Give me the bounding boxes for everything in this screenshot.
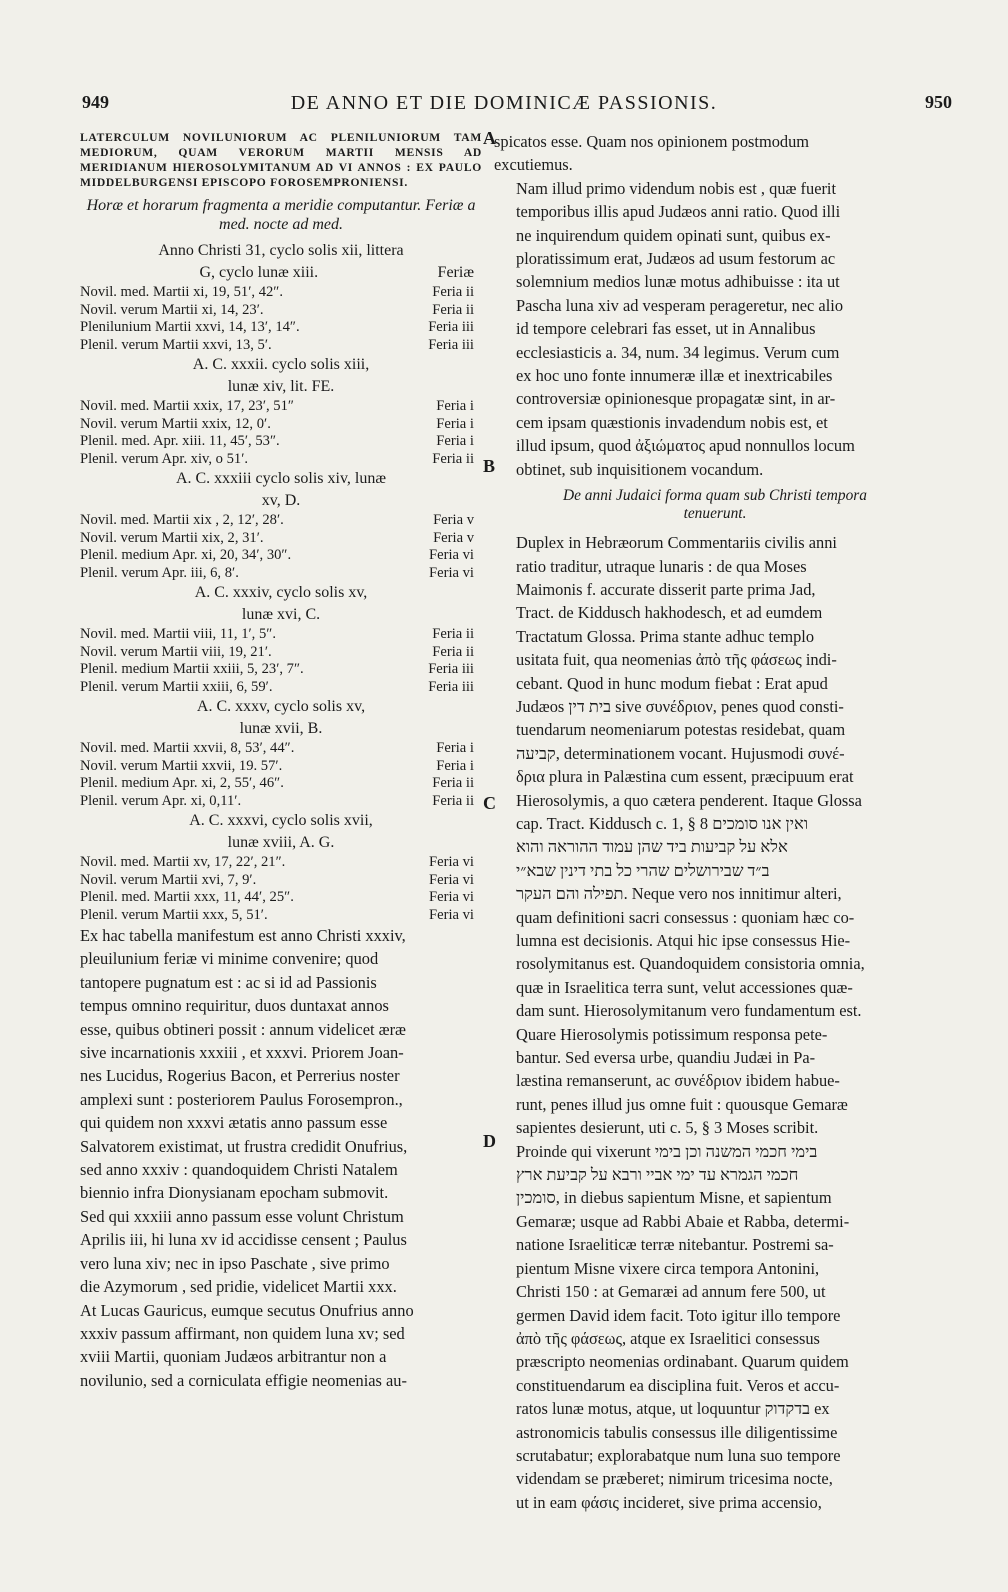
feria-value: Feria ii <box>432 792 474 809</box>
lunation-entry: Novil. verum Martii xxvii, 19. 57′. <box>80 757 283 774</box>
group-heading-line-1: Anno Christi 31, cyclo solis xii, littera <box>158 242 404 259</box>
lunation-entry: Plenil. verum Apr. xi, 0,11′. <box>80 792 242 809</box>
table-caption: LATERCULUM NOVILUNIORUM AC PLENILUNIORUM TAM MEDIORUM, QUAM VERORUM MARTII MENSIS AD MERIDIANUM HIEROSOLYMITANUM AD VI ANNOS : EX PAULO MIDDELBURGENSI EPISCOPO FOROSEMPRONIENSI. <box>80 131 482 189</box>
text-line: illud ipsum, quod ἀξιώματος apud nonnullos locum <box>516 436 855 456</box>
text-line: ploratissimum erat, Judæos ad usum festorum ac <box>516 249 836 269</box>
lunation-entry: Novil. verum Martii xxix, 12, 0′. <box>80 415 271 432</box>
feria-value: Feria ii <box>432 775 474 791</box>
table-row <box>80 758 482 776</box>
table-row <box>80 644 482 662</box>
margin-letter-a: A <box>483 128 496 148</box>
feria-value: Feria iii <box>428 319 474 335</box>
table-group <box>80 696 482 810</box>
text-line: Salvatorem existimat, ut frustra credidit Onufrius, <box>80 1136 408 1156</box>
margin-letter-c: C <box>483 793 496 813</box>
lunation-entry: Novil. verum Martii viii, 19, 21′. <box>80 643 272 660</box>
feriae-column-header: Feriæ <box>437 264 474 281</box>
table-row <box>80 319 482 337</box>
text-line: ne inquirendum quidem opinati sunt, quibus ex- <box>516 225 831 245</box>
lunation-entry: Plenil. verum Martii xxiii, 6, 59′. <box>80 678 273 695</box>
table-row <box>80 793 482 811</box>
text-line: vero luna xiv; nec in ipso Paschate , sive primo <box>80 1253 390 1273</box>
table-subcaption: Horæ et horarum fragmenta a meridie computantur. Feriæ a med. nocte ad med. <box>86 197 476 233</box>
lunation-entry: Novil. med. Martii xxix, 17, 23′, 51″ <box>80 398 294 414</box>
table-group <box>80 468 482 582</box>
text-line: qui quidem non xxxvi ætatis anno passum esse <box>80 1113 388 1133</box>
text-line: temporibus illis apud Judæos anni ratio. Quod illi <box>516 202 841 222</box>
right-paragraph-2 <box>494 177 936 481</box>
feria-value: Feria iii <box>428 678 474 695</box>
table-row <box>80 740 482 758</box>
text-line: esse, quibus obtineri possit : annum videlicet æræ <box>80 1019 406 1039</box>
group-heading-line-1: A. C. xxxiii cyclo solis xiv, lunæ <box>175 470 387 487</box>
text-line: dam sunt. Hierosolymitanum vero fundamentum est. <box>516 1001 862 1021</box>
feria-value: Feria iii <box>428 336 474 353</box>
feria-value: Feria ii <box>432 626 474 642</box>
feria-value: Feria ii <box>432 643 474 660</box>
lunation-entry: Plenil. medium Apr. xi, 2, 55′, 46″. <box>80 775 284 791</box>
table-row <box>80 416 482 434</box>
text-line: novilunio, sed a corniculata effigie neomenias au- <box>80 1370 407 1390</box>
lunation-entry: Plenil. med. Apr. xiii. 11, 45′, 53″. <box>80 433 280 449</box>
text-line: אלא על קביעות ביד שהן עמוד ההוראה והוא <box>516 837 788 857</box>
text-line: sed anno xxxiv : quandoquidem Christi Natalem <box>80 1160 398 1180</box>
table-row <box>80 872 482 890</box>
feria-value: Feria i <box>436 740 474 756</box>
group-heading-line-1: A. C. xxxiv, cyclo solis xv, <box>194 584 368 601</box>
page-number-left: 949 <box>82 92 109 112</box>
text-line: cap. Tract. Kiddusch c. 1, § 8 ואין אנו סומכים <box>516 813 809 833</box>
table-row <box>80 337 482 355</box>
feria-value: Feria vi <box>429 906 474 923</box>
lunation-entry: Novil. med. Martii xi, 19, 51′, 42″. <box>80 284 284 300</box>
table-row <box>80 398 482 416</box>
text-line: lumna est decisionis. Atqui hic ipse consessus Hie- <box>516 931 851 950</box>
text-line: nes Lucidus, Rogerius Bacon, et Perrerius noster <box>80 1066 400 1086</box>
lunation-entry: Plenil. verum Apr. xiv, o 51′. <box>80 450 249 467</box>
table-group <box>80 810 482 924</box>
table-row <box>80 530 482 548</box>
text-line: usitata fuit, qua neomenias ἀπὸ τῆς φάσεως indi- <box>516 650 837 670</box>
text-line: Judæos בית דין sive συνέδριον, penes quod consti- <box>516 696 844 716</box>
text-line: ex hoc uno fonte innumeræ illæ et inextricabiles <box>516 366 833 386</box>
table-row <box>80 854 482 872</box>
text-line: ἀπὸ τῆς φάσεως, atque ex Israelitici consessus <box>516 1328 820 1348</box>
group-heading-line-1: A. C. xxxvi, cyclo solis xvii, <box>189 812 373 829</box>
lunation-entry: Novil. med. Martii xv, 17, 22′, 21″. <box>80 854 286 870</box>
text-line: obtinet, sub inquisitionem vocandum. <box>516 459 764 479</box>
text-line: xxxiv passum affirmant, non quidem luna xv; sed <box>80 1323 405 1343</box>
group-heading-line-1: A. C. xxxv, cyclo solis xv, <box>196 698 366 715</box>
feria-value: Feria i <box>436 398 474 414</box>
group-heading-line-2: lunæ xvii, B. <box>239 720 323 737</box>
table-group <box>80 582 482 696</box>
text-line: pientum Misne vixere circa tempora Antonini, <box>516 1258 820 1278</box>
table-row <box>80 565 482 583</box>
text-line: spicatos esse. Quam nos opinionem postmodum <box>494 132 810 151</box>
text-line: Christi 150 : at Gemaræi ad annum fere 500, ut <box>516 1282 826 1302</box>
text-line: Duplex in Hebræorum Commentariis civilis anni <box>516 533 837 553</box>
feria-value: Feria vi <box>429 871 474 888</box>
text-line: natione Israeliticæ terræ nitebantur. Postremi sa- <box>516 1235 834 1255</box>
left-column <box>80 130 482 1392</box>
left-body-text <box>80 924 482 1392</box>
text-line: תפילה והם העקר. Neque vero nos innitimur alteri, <box>516 884 842 904</box>
feria-value: Feria ii <box>432 284 474 300</box>
text-line: Tract. de Kiddusch hakhodesch, et ad eumdem <box>516 603 823 623</box>
lunation-table <box>80 240 482 924</box>
text-line: קביעה, determinationem vocant. Hujusmodi συνέ- <box>516 743 845 763</box>
table-row <box>80 547 482 565</box>
margin-letter-b: B <box>483 456 496 476</box>
text-line: Maimonis f. accurate disserit parte prima Jad, <box>516 579 816 599</box>
table-group <box>80 240 482 354</box>
text-line: ecclesiasticis a. 34, num. 34 legimus. Verum cum <box>516 342 840 362</box>
running-head: DE ANNO ET DIE DOMINICÆ PASSIONIS. <box>290 92 718 114</box>
text-line: ratio traditur, utraque lunaris : de qua Moses <box>516 556 807 576</box>
section-title-line-1: De anni Judaici forma quam sub Christi tempora <box>563 487 867 505</box>
feria-value: Feria i <box>436 433 474 449</box>
text-line: rosolymitanus est. Quandoquidem consistoria omnia, <box>516 954 865 974</box>
lunation-entry: Plenil. med. Martii xxx, 11, 44′, 25″. <box>80 889 294 905</box>
text-line: חכמי הגמרא עד ימי אביי ורבא על קביעת ארץ <box>516 1165 799 1185</box>
group-heading-line-2: lunæ xviii, A. G. <box>227 834 335 851</box>
lunation-entry: Plenil. verum Martii xxx, 5, 51′. <box>80 906 268 923</box>
text-line: excutiemus. <box>494 155 573 175</box>
text-line: Hierosolymis, a quo cætera penderent. Itaque Glossa <box>516 790 862 810</box>
right-paragraph-1 <box>494 130 936 177</box>
feria-value: Feria vi <box>429 564 474 581</box>
page-number-right: 950 <box>925 92 952 112</box>
table-row <box>80 302 482 320</box>
table-row <box>80 907 482 925</box>
text-line: Aprilis iii, hi luna xv id accidisse censent ; Paulus <box>80 1230 407 1250</box>
text-line: cem ipsam quæstionis invadendum nobis est, et <box>516 412 828 432</box>
lunation-entry: Novil. verum Martii xvi, 7, 9′. <box>80 871 257 888</box>
text-line: sive incarnationis xxxiii , et xxxvi. Priorem Joan- <box>80 1043 404 1063</box>
lunation-entry: Novil. med. Martii xix , 2, 12′, 28′. <box>80 512 284 528</box>
group-heading-line-2: lunæ xvi, C. <box>241 606 321 623</box>
text-line: astronomicis tabulis consessus ille diligentissime <box>516 1422 838 1442</box>
feria-value: Feria ii <box>432 301 474 318</box>
feria-value: Feria i <box>436 757 474 774</box>
text-line: cebant. Quod in hunc modum fiebat : Erat apud <box>516 673 828 693</box>
text-line: Sed qui xxxiii anno passum esse volunt Christum <box>80 1206 404 1226</box>
feria-value: Feria ii <box>432 450 474 467</box>
text-line: At Lucas Gauricus, eumque secutus Onufrius anno <box>80 1300 414 1320</box>
lunation-entry: Plenil. verum Martii xxvi, 13, 5′. <box>80 336 272 353</box>
text-line: quæ in Israelitica terra sunt, velut accessiones quæ- <box>516 977 853 997</box>
feria-value: Feria i <box>436 415 474 432</box>
text-line: præscripto neomenias ordinabant. Quarum quidem <box>516 1352 849 1372</box>
group-heading-line-1: A. C. xxxii. cyclo solis xiii, <box>192 356 370 373</box>
lunation-entry: Plenil. verum Apr. iii, 6, 8′. <box>80 564 239 581</box>
text-line: amplexi sunt : posteriorem Paulus Forosempron., <box>80 1089 403 1109</box>
text-line: Gemaræ; usque ad Rabbi Abaie et Rabba, determi- <box>516 1211 850 1231</box>
lunation-entry: Plenil. medium Martii xxiii, 5, 23′, 7″. <box>80 661 304 677</box>
text-line: ut in eam φάσις incideret, sive prima accensio, <box>516 1492 822 1512</box>
text-line: bantur. Sed eversa urbe, quandiu Judæi in Pa- <box>516 1048 816 1068</box>
table-row <box>80 451 482 469</box>
group-heading-line-2: lunæ xiv, lit. FE. <box>227 378 335 395</box>
table-row <box>80 775 482 793</box>
feria-value: Feria iii <box>428 661 474 677</box>
lunation-entry: Plenilunium Martii xxvi, 14, 13′, 14″. <box>80 319 300 335</box>
text-line: die Azymorum , sed pridie, videlicet Martii xxx. <box>80 1277 397 1297</box>
section-title-line-2: tenuerunt. <box>683 505 747 523</box>
margin-letter-d: D <box>483 1131 496 1151</box>
feria-value: Feria vi <box>429 547 474 563</box>
text-line: constituendarum ea disciplina fuit. Veros et accu- <box>516 1375 840 1395</box>
text-line: Pascha luna xiv ad vesperam perageretur, nec alio <box>516 295 844 315</box>
text-line: biennio infra Dionysianam epocham submovit. <box>80 1183 389 1203</box>
lunation-entry: Novil. med. Martii xxvii, 8, 53′, 44″. <box>80 740 295 756</box>
text-line: Ex hac tabella manifestum est anno Christi xxxiv, <box>80 926 406 945</box>
text-line: Proinde qui vixerunt בימי חכמי המשנה וכן בימי <box>516 1141 818 1161</box>
text-line: ratos lunæ motus, atque, ut loquuntur בדקדוק ex <box>516 1399 830 1419</box>
group-heading-line-2 <box>80 262 482 284</box>
table-row <box>80 679 482 697</box>
table-row <box>80 626 482 644</box>
table-row <box>80 284 482 302</box>
section-title <box>494 487 936 523</box>
text-line: Nam illud primo videndum nobis est , quæ fuerit <box>516 178 837 198</box>
feria-value: Feria v <box>433 512 474 528</box>
text-line: quam definitioni sacri consessus : quoniam hæc co- <box>516 907 855 927</box>
feria-value: Feria v <box>433 529 474 546</box>
table-row <box>80 512 482 530</box>
text-line: tantopere pugnatum est : ac si id ad Passionis <box>80 972 377 992</box>
lunation-entry: Plenil. medium Apr. xi, 20, 34′, 30″. <box>80 547 292 563</box>
table-row <box>80 661 482 679</box>
feria-value: Feria vi <box>429 889 474 905</box>
text-line: pleuilunium feriæ vi minime convenire; quod <box>80 949 379 969</box>
text-line: controversiæ opinionesque propagatæ sint, in ar- <box>516 389 836 409</box>
right-paragraph-3 <box>494 531 936 1514</box>
lunation-entry: Novil. verum Martii xi, 14, 23′. <box>80 301 264 318</box>
text-line: δρια plura in Palæstina cum essent, præcipuum erat <box>516 767 854 787</box>
text-line: Tractatum Glossa. Prima stante adhuc templo <box>516 626 815 646</box>
table-row <box>80 433 482 451</box>
right-column <box>494 130 936 1514</box>
lunation-entry: Novil. verum Martii xix, 2, 31′. <box>80 529 264 546</box>
lunation-entry: Novil. med. Martii viii, 11, 1′, 5″. <box>80 626 277 642</box>
text-line: videndam se præberet; nimirum tricesima nocte, <box>516 1469 833 1489</box>
text-line: runt, penes illud jus omne fuit : quousque Gemaræ <box>516 1094 848 1114</box>
text-line: tempus omnino requiritur, duos duntaxat annos <box>80 996 389 1016</box>
text-line: id tempore celebrari fas esset, ut in Annalibus <box>516 319 816 339</box>
text-line: solemnium medios lunæ motus adhibuisse : ita ut <box>516 272 840 292</box>
text-line: læstina remanserunt, ac συνέδριον ibidem habue- <box>516 1071 840 1091</box>
text-line: xviii Martii, quoniam Judæos arbitrantur non a <box>80 1347 387 1367</box>
text-line: ב״ד שבירושלים שהרי כל בתי דינין שבא״י <box>516 860 770 880</box>
text-line: sapientes desierunt, uti c. 5, § 3 Moses scribit. <box>516 1118 819 1138</box>
text-line: scrutabatur; explorabatque num luna suo tempore <box>516 1445 841 1465</box>
table-group <box>80 354 482 468</box>
feria-value: Feria vi <box>429 854 474 870</box>
group-heading-text: G, cyclo lunæ xiii. <box>199 264 319 281</box>
text-line: germen David idem facit. Toto igitur illo tempore <box>516 1305 841 1325</box>
group-heading-line-2: xv, D. <box>261 492 301 509</box>
text-line: tuendarum neomeniarum potestas residebat, quam <box>516 720 846 740</box>
table-row <box>80 889 482 907</box>
text-line: Quare Hierosolymis potissimum responsa pete- <box>516 1024 828 1044</box>
text-line: סומכין, in diebus sapientum Misne, et sapientum <box>516 1188 832 1208</box>
